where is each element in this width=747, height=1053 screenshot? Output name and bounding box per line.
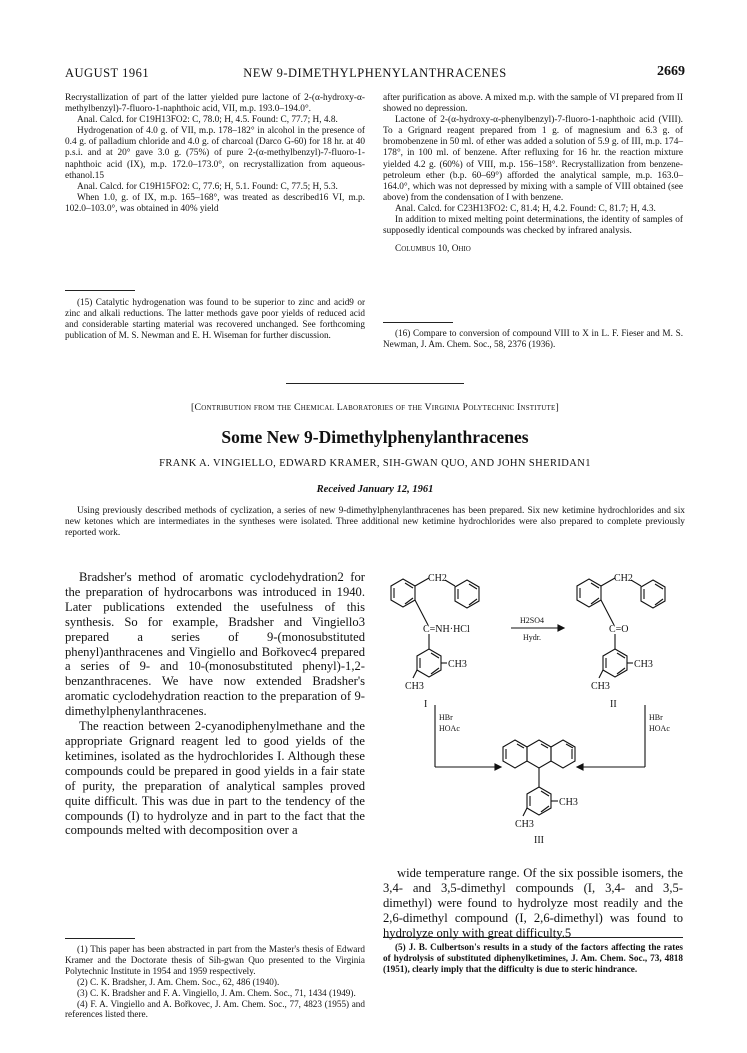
benzene-ring bbox=[577, 579, 601, 607]
ketone-label: C=O bbox=[609, 624, 629, 635]
paragraph: after purification as above. A mixed m.p. with the sample of VI prepared from II showed no depression. bbox=[383, 93, 683, 115]
compound-i-label: I bbox=[424, 699, 428, 710]
footnote-4: (4) F. A. Vingiello and A. Bořkovec, J. Am. Chem. Soc., 77, 4823 (1955) and references listed there. bbox=[65, 998, 365, 1020]
paragraph: Anal. Calcd. for C23H13FO2: C, 81.4; H, 4.2. Found: C, 81.7; H, 4.3. bbox=[395, 203, 656, 214]
reagent-hydr: Hydr. bbox=[523, 633, 541, 642]
ch2-label: CH2 bbox=[428, 573, 447, 584]
footnote-rule bbox=[65, 938, 135, 939]
left-column-previous bbox=[65, 93, 365, 215]
footnote-rule bbox=[383, 322, 453, 323]
benzene-ring bbox=[455, 580, 479, 608]
received-date: Received January 12, 1961 bbox=[316, 484, 434, 495]
article-separator bbox=[286, 383, 464, 384]
body-right-column bbox=[383, 866, 683, 941]
paragraph: Lactone of 2-(α-hydroxy-α-phenylbenzyl)-7-fluoro-1-naphthoic acid (VIII). To a Grignard reagent prepared from 1 g. of magnesium and 6.3 g. of bromobenzene in 50 ml. of ether was added a solution of 5.9 g. of III, m.p. 174–178°, in 100 ml. of benzene. After refluxing for 16 hr. the reaction mixture yielded 4.2 g. (60%) of VIII, m.p. 156–158°. Recrystallization from benzene-petroleum ether (b.p. 60–69°) afforded the analytical sample, m.p. 163.0–164.0°, which was not depressed by mixing with a sample of VIII obtained (see above) from the condensation of I with benzene. bbox=[383, 115, 683, 203]
benzene-ring bbox=[527, 787, 551, 815]
paragraph: Hydrogenation of 4.0 g. of VII, m.p. 178–182° in alcohol in the presence of 0.4 g. of palladium chloride and 4.0 g. of charcoal (Darco G-60) for 18 hr. at 40 p.s.i. and at 20° gave 3.0 g. (75%) of pure 2-(α-methylbenzyl)-7-fluoro-1-naphthoic acid (IX), m.p. 172.0–173.0°, on recrystallization from aqueous-ethanol.15 bbox=[65, 126, 365, 181]
ch3-label: CH3 bbox=[405, 681, 424, 692]
paragraph: Recrystallization of part of the latter yielded pure lactone of 2-(α-hydroxy-α-methylbenzyl)-7-fluoro-1-naphthoic acid, VII, m.p. 193.0–194.0°. bbox=[65, 93, 365, 115]
benzene-ring bbox=[417, 649, 441, 677]
benzene-ring bbox=[391, 579, 415, 607]
ch3-label: CH3 bbox=[515, 819, 534, 830]
footnote-2: (2) C. K. Bradsher, J. Am. Chem. Soc., 62, 486 (1940). bbox=[77, 976, 280, 987]
ch3-label: CH3 bbox=[591, 681, 610, 692]
benzene-ring bbox=[603, 649, 627, 677]
reagent-hoac: HOAc bbox=[439, 724, 460, 733]
reagent-hoac: HOAc bbox=[649, 724, 670, 733]
compound-ii-label: II bbox=[610, 699, 617, 710]
author-list: FRANK A. VINGIELLO, EDWARD KRAMER, SIH-GWAN QUO, AND JOHN SHERIDAN1 bbox=[159, 458, 591, 469]
paragraph: Anal. Calcd. for C19H13FO2: C, 78.0; H, 4.5. Found: C, 77.7; H, 4.8. bbox=[77, 115, 338, 126]
footnote-1: (1) This paper has been abstracted in part from the Master's thesis of Edward Kramer and the Doctorate thesis of Sih-gwan Quo presented to the Virginia Polytechnic Institute in 1954 and 1959 respectively. bbox=[65, 944, 365, 976]
right-column-previous bbox=[383, 93, 683, 255]
footnote-16: (16) Compare to conversion of compound VIII to X in L. F. Fieser and M. S. Newman, J. Am. Chem. Soc., 58, 2376 (1936). bbox=[383, 328, 683, 349]
paragraph: wide temperature range. Of the six possible isomers, the 3,4- and 3,5-dimethyl compounds (I, 3,4- and 3,5-dimethyl) were found to hydrolyze most readily and the 2,6-dimethyl compound (I, 2,6-dimethyl) was found to hydrolyze only with great difficulty.5 bbox=[383, 866, 683, 940]
ketimine-label: C=NH·HCl bbox=[423, 624, 470, 635]
paragraph: Bradsher's method of aromatic cyclodehydration2 for the preparation of hydrocarbons was introduced in 1940. Later publications extended the usefulness of this synthesis. So for example, Bradsher and Vingiello3 prepared a series of 9-(monosubstituted phenyl)anthracenes and Vingiello and Bořkovec4 prepared a series of 9- and 10-(monosubstituted phenyl)-1,2-benzanthracenes. We have now extended Bradsher's aromatic cyclodehydration reaction to the preparation of 9-dimethylphenylanthracenes. bbox=[65, 570, 365, 719]
anthracene-ring bbox=[503, 740, 575, 768]
footnote-rule bbox=[65, 290, 135, 291]
reaction-scheme bbox=[383, 565, 683, 865]
page-number: 2669 bbox=[657, 64, 685, 79]
reagent-hbr: HBr bbox=[439, 713, 453, 722]
footnote-3: (3) C. K. Bradsher and F. A. Vingiello, J. Am. Chem. Soc., 71, 1434 (1949). bbox=[77, 987, 356, 998]
paragraph: Anal. Calcd. for C19H15FO2: C, 77.6; H, 5.1. Found: C, 77.5; H, 5.3. bbox=[77, 181, 338, 192]
benzene-ring bbox=[641, 580, 665, 608]
arrowhead bbox=[577, 764, 583, 770]
contribution-line: [Contribution from the Chemical Laboratories of the Virginia Polytechnic Institute] bbox=[191, 402, 559, 413]
footnotes-left bbox=[65, 944, 365, 1020]
arrowhead bbox=[495, 764, 501, 770]
paragraph: When 1.0, g. of IX, m.p. 165–168°, was treated as described16 VI, m.p. 102.0–103.0°, was obtained in 40% yield bbox=[65, 192, 365, 214]
footnote-rule bbox=[383, 937, 683, 938]
reagent-hbr: HBr bbox=[649, 713, 663, 722]
body-left-column bbox=[65, 570, 365, 838]
ch3-label: CH3 bbox=[448, 659, 467, 670]
author-location: Columbus 10, Ohio bbox=[395, 244, 471, 255]
paragraph: The reaction between 2-cyanodiphenylmethane and the appropriate Grignard reagent led to good yields of the ketimines, isolated as the hydrochlorides I. Although these compounds could be prepared in good yields in a fair state of purity, the preparation of analytical samples proved quite difficult. This was due in part to the tendency of the compounds (I) to hydrolyze and in part to the fact that the compounds melted with decomposition over a bbox=[65, 719, 365, 838]
article-title: Some New 9-Dimethylphenylanthracenes bbox=[221, 427, 529, 447]
header-journal-title: NEW 9-DIMETHYLPHENYLANTHRACENES bbox=[243, 66, 507, 80]
reagent-h2so4: H2SO4 bbox=[520, 616, 545, 625]
ch2-label: CH2 bbox=[614, 573, 633, 584]
arrowhead bbox=[558, 625, 564, 631]
ch3-label: CH3 bbox=[634, 659, 653, 670]
footnote-15: (15) Catalytic hydrogenation was found to be superior to zinc and acid9 or zinc and alkali reductions. The latter methods gave poor yields of reduced acid and considerable starting material was recovered unchanged. See forthcoming publication of M. S. Newman and E. H. Wiseman for further discussion. bbox=[65, 297, 365, 340]
header-date: AUGUST 1961 bbox=[65, 66, 150, 80]
abstract: Using previously described methods of cyclization, a series of new 9-dimethylphenylanthracenes has been prepared. Six new ketimine hydrochlorides and six new ketones which are intermediates in the syntheses were isolated. Three additional new ketimine hydrochlorides were also prepared to complete previously reported work. bbox=[65, 506, 685, 539]
compound-iii-label: III bbox=[534, 835, 544, 846]
paragraph: In addition to mixed melting point determinations, the identity of samples of supposedly identical compounds was checked by infrared analysis. bbox=[383, 215, 683, 237]
footnote-5: (5) J. B. Culbertson's results in a study of the factors affecting the rates of hydrolysis of substituted diphenylketimines, J. Am. Chem. Soc., 73, 4818 (1951), clearly imply that the difficulty is due to steric hindrance. bbox=[383, 942, 683, 974]
ch3-label: CH3 bbox=[559, 797, 578, 808]
